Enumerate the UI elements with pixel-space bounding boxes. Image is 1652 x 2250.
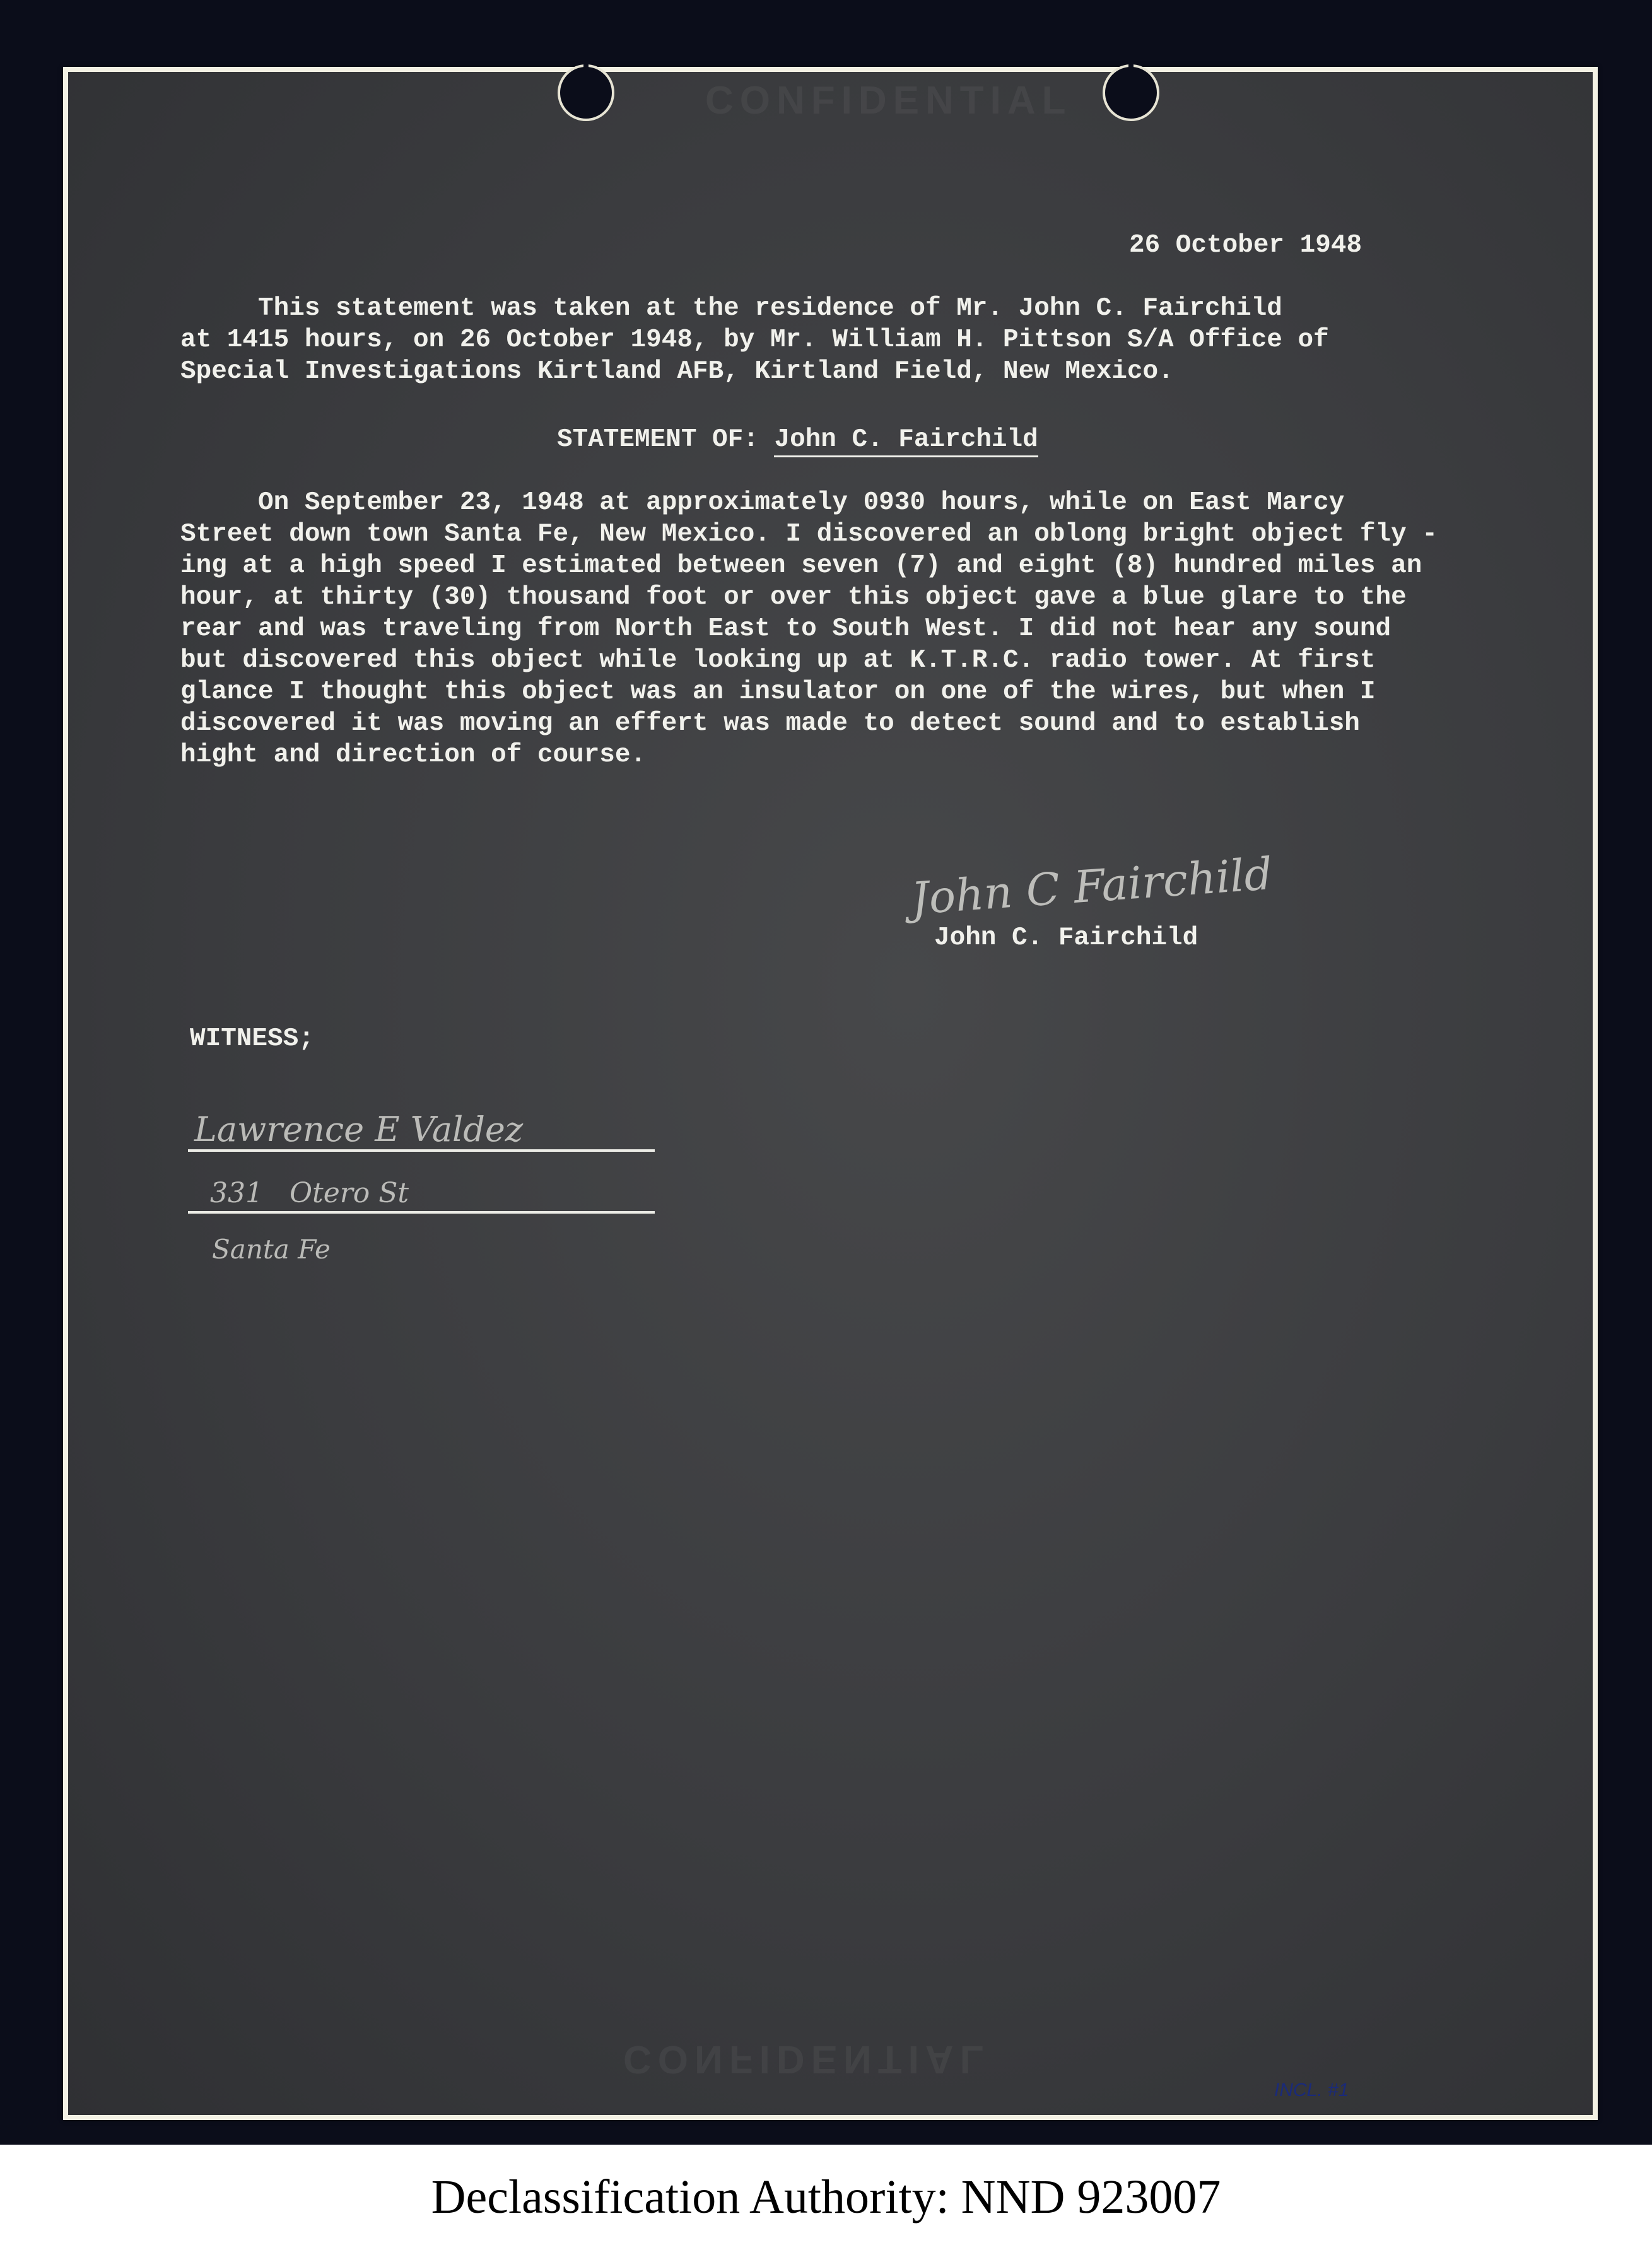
inclosure-mark: INCL. #1 [1274,2080,1349,2101]
body-line: rear and was traveling from North East to South West. I did not hear any sound [180,614,1391,643]
binder-hole-right [1103,64,1159,121]
binder-hole-left [558,64,614,121]
witness-label: WITNESS; [190,1024,314,1053]
intro-line: This statement was taken at the residence of Mr. John C. Fairchild [180,294,1282,323]
witness-address-line [188,1211,655,1214]
declassification-footer: Declassification Authority: NND 923007 [0,2145,1652,2250]
intro-paragraph [180,293,1329,387]
photostat-negative [68,72,1593,2115]
witness-name-line [188,1149,655,1152]
intro-line: at 1415 hours, on 26 October 1948, by Mr. William H. Pittson S/A Office of [180,325,1329,354]
witness-city-handwritten: Santa Fe [212,1234,331,1265]
body-line: glance I thought this object was an insulator on one of the wires, but when I [180,677,1376,706]
body-line: Street down town Santa Fe, New Mexico. I discovered an oblong bright object fly - [180,520,1438,549]
witness-address-handwritten: 331 Otero St [210,1177,409,1209]
body-line: discovered it was moving an effert was made to detect sound and to establish [180,709,1360,738]
body-line: ing at a high speed I estimated between seven (7) and eight (8) hundred miles an [180,551,1422,580]
document-page [63,67,1598,2120]
body-line: hight and direction of course. [180,741,647,770]
statement-label: STATEMENT OF: [557,425,759,454]
document-date: 26 October 1948 [1129,231,1362,260]
ghost-classification-top: CONFIDENTIAL [705,79,1072,122]
body-line: hour, at thirty (30) thousand foot or over this object gave a blue glare to the [180,583,1407,612]
body-line: On September 23, 1948 at approximately 0930 hours, while on East Marcy [180,488,1345,517]
intro-line: Special Investigations Kirtland AFB, Kirtland Field, New Mexico. [180,357,1174,386]
signature-typed: John C. Fairchild [934,923,1198,952]
signature-handwritten: John C Fairchild [909,848,1274,925]
ghost-classification-bottom: CONFIDENTIAL [623,2037,990,2081]
statement-heading [557,424,1038,455]
witness-name-handwritten: Lawrence E Valdez [194,1110,524,1149]
statement-name: John C. Fairchild [774,425,1038,457]
statement-body [180,487,1438,771]
body-line: but discovered this object while looking up at K.T.R.C. radio tower. At first [180,646,1376,675]
